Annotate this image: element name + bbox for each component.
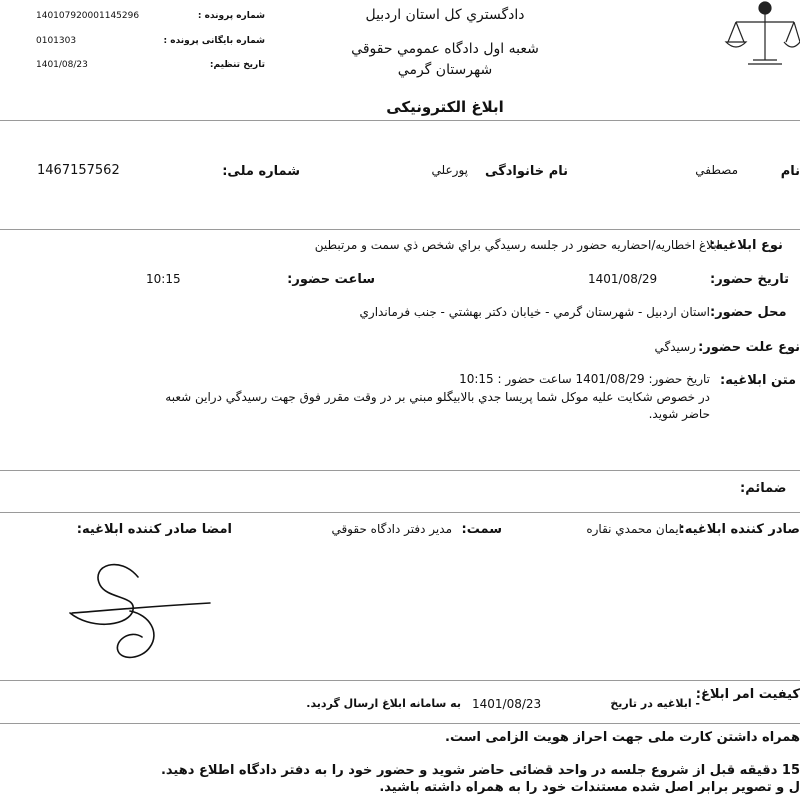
note-arrive-early: 15 دقیقه قبل از شروع جلسه در واحد قضائی حاضر شوید و حضور خود را به دفتر دادگاه اطلاع دهید. [160,763,800,778]
attendance-date-value: 1401/08/29 [588,272,658,286]
issue-date-label: تاریخ تنظیم: [209,60,265,70]
place-value: استان اردبيل - شهرستان گرمي - خيابان دکتر بهشتي - جنب فرمانداري [359,305,710,319]
file-number-value: 140107920001145296 [36,11,140,21]
family-name-value: پورعلي [431,163,468,177]
attachments-label: ضمائم: [740,481,787,496]
divider [0,723,800,724]
court-city: شهرستان گرمي [397,62,493,78]
attendance-date-label: تاریخ حضور: [710,272,790,287]
notice-text-line2: در خصوص شکايت عليه موکل شما پريسا جدي بالابيگلو مبني بر در وقت مقرر فوق جهت رسيدگي دراين شعبه [165,390,710,404]
notice-text-line1: تاريخ حضور: 1401/08/29 ساعت حضور : 10:15 [459,372,710,386]
divider [0,120,800,121]
archive-number-value: 0101303 [36,36,77,46]
reason-label: نوع علت حضور: [698,340,800,355]
file-number-label: شماره پرونده : [197,11,265,21]
issue-date-value: 1401/08/23 [36,60,88,70]
delivery-sent-prefix: - ابلاغیه در تاریخ [610,697,700,710]
justice-scales-logo [718,0,800,70]
delivery-status-label: کیفیت امر ابلاغ: [695,687,800,702]
place-label: محل حضور: [710,305,787,320]
national-id-value: 1467157562 [37,163,120,178]
notice-text-label: متن ابلاغیه: [720,373,797,388]
notice-text-line3: حاضر شويد. [648,407,710,421]
attendance-time-label: ساعت حضور: [287,272,375,287]
national-id-label: شماره ملی: [222,164,300,179]
issuer-label: صادر کننده ابلاغیه: [679,522,800,537]
divider [0,680,800,681]
attendance-time-value: 10:15 [146,272,181,286]
issuer-signature [60,555,220,675]
position-label: سمت: [461,522,502,537]
first-name-label: نام [780,164,800,179]
note-national-card: همراه داشتن کارت ملی جهت احراز هویت الزامی است. [445,730,800,745]
family-name-label: نام خانوادگی [485,164,568,179]
court-name: دادگستري کل استان اردبیل [365,7,525,23]
issuer-name: ايمان محمدي نقاره [586,522,682,536]
signature-label: امضا صادر کننده ابلاغیه: [76,522,232,537]
notice-type-label: نوع ابلاغیه: [710,238,783,253]
document-title: ابلاغ الکترونيکی [386,98,504,116]
divider [0,512,800,513]
delivery-sent-suffix: به سامانه ابلاغ ارسال گردید. [306,697,461,710]
archive-number-label: شماره بایگانی پرونده : [163,36,265,46]
position-value: مدير دفتر دادگاه حقوقي [331,522,452,536]
divider [0,470,800,471]
delivery-sent-date: 1401/08/23 [472,697,542,711]
court-branch: شعبه اول دادگاه عمومي حقوقي [351,41,539,57]
note-documents: ل و تصویر برابر اصل شده مستندات خود را به همراه داشته باشید. [379,780,800,795]
first-name-value: مصطفي [695,163,738,177]
reason-value: رسيدگي [654,340,696,354]
notice-type-value: ابلاغ اخطاريه/احضاريه حضور در جلسه رسيدگي براي شخص ذي سمت و مرتبطين [314,238,720,252]
divider [0,229,800,230]
